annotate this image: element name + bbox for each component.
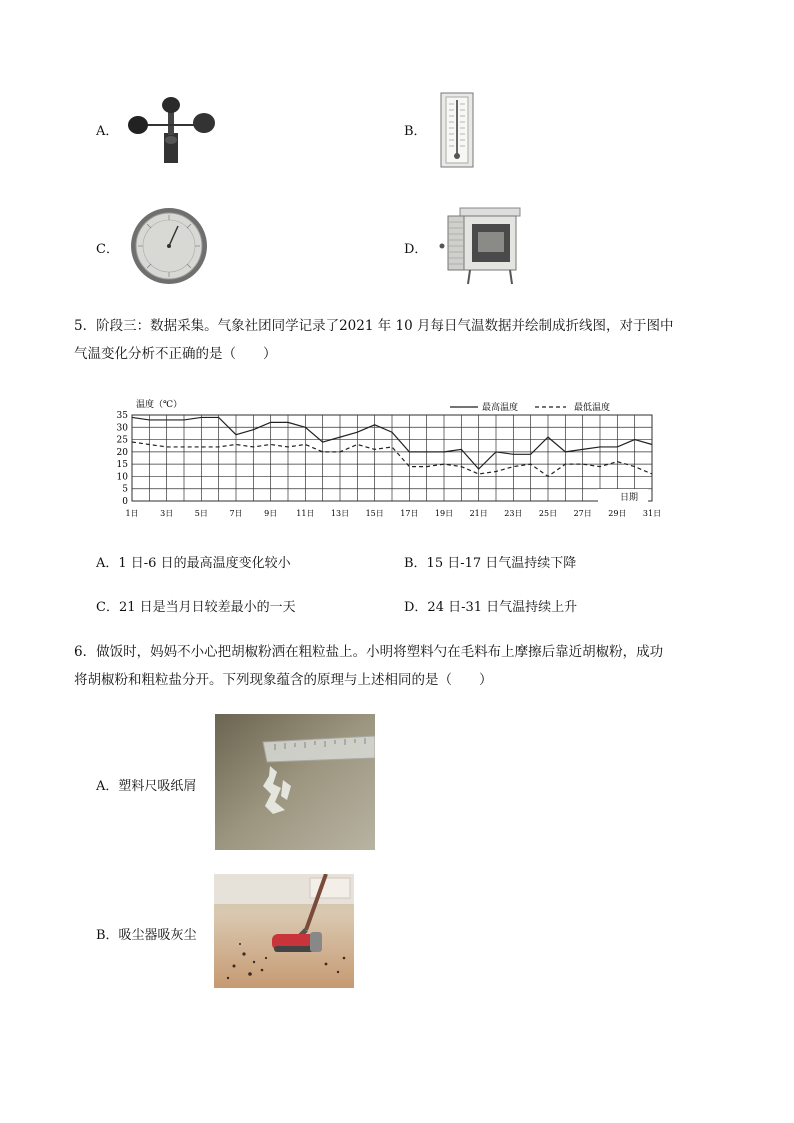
q6-option-b[interactable]: B．吸尘器吸灰尘 [96,928,197,943]
temperature-line-chart [110,394,670,524]
chart-x-tick-label: 23日 [504,509,523,518]
thermometer-icon [440,92,474,168]
q6-stem-line2: 将胡椒粉和粗粒盐分开。下列现象蕴含的原理与上述相同的是（ ） [74,672,493,688]
chart-y-tick-label: 15 [116,460,128,471]
chart-x-tick-label: 7日 [229,509,243,518]
chart-x-axis-label: 日期 [620,493,639,503]
legend-label-max: 最高温度 [482,403,519,413]
chart-grid [132,415,652,501]
q4-option-d-label: D． [404,242,428,257]
chart-x-tick-label: 21日 [469,509,488,518]
q6-stem-line1: 6．做饭时，妈妈不小心把胡椒粉洒在粗粒盐上。小明将塑料勺在毛料布上摩擦后靠近胡椒粉，成功 [74,644,664,660]
chart-y-tick-label: 25 [116,435,128,446]
chart-x-tick-label: 25日 [538,509,558,518]
chart-x-ticks [125,509,661,518]
chart-y-tick-label: 5 [122,484,128,495]
chart-x-tick-label: 27日 [573,509,592,518]
q4-option-c-label: C． [96,242,119,257]
q4-option-a-label: A． [96,124,119,139]
chart-y-tick-label: 20 [116,447,128,458]
chart-x-tick-label: 3日 [160,509,174,518]
chart-y-tick-label: 35 [116,411,128,421]
chart-x-tick-label: 9日 [264,509,278,518]
vacuum-cleaner-photo [214,874,354,988]
anemometer-icon [126,95,216,170]
chart-x-tick-label: 29日 [608,509,627,518]
q5-option-d[interactable]: D．24 日-31 日气温持续上升 [404,600,578,615]
chart-x-tick-label: 1日 [125,509,139,518]
chart-x-tick-label: 31日 [642,509,662,518]
chart-x-tick-label: 19日 [434,509,454,518]
ruler-paper-photo [215,714,375,850]
chart-x-tick-label: 17日 [400,509,419,518]
q5-stem-line1: 5．阶段三：数据采集。气象社团同学记录了2021 年 10 月每日气温数据并绘制成折线图，对于图中 [74,318,674,334]
barometer-icon [128,206,210,286]
chart-y-ticks [117,411,129,507]
chart-y-axis-label: 温度（℃） [136,400,183,410]
chart-y-tick-label: 0 [122,497,128,507]
q5-stem-line2: 气温变化分析不正确的是（ ） [74,346,277,362]
chart-x-tick-label: 5日 [194,509,208,518]
chart-x-tick-label: 13日 [330,509,350,518]
chart-legend [450,401,610,413]
q5-option-c[interactable]: C．21 日是当月日较差最小的一天 [96,600,296,615]
chart-y-tick-label: 10 [116,472,128,483]
q5-option-a[interactable]: A．1 日-6 日的最高温度变化较小 [96,556,291,571]
weather-shelter-icon [438,206,522,286]
legend-label-min: 最低温度 [574,403,611,413]
q5-option-b[interactable]: B．15 日-17 日气温持续下降 [404,556,577,571]
chart-x-tick-label: 15日 [365,509,384,518]
chart-y-tick-label: 30 [116,423,128,434]
q4-option-b-label: B． [404,124,427,139]
q6-option-a[interactable]: A．塑料尺吸纸屑 [96,779,197,794]
chart-x-tick-label: 11日 [296,509,315,518]
